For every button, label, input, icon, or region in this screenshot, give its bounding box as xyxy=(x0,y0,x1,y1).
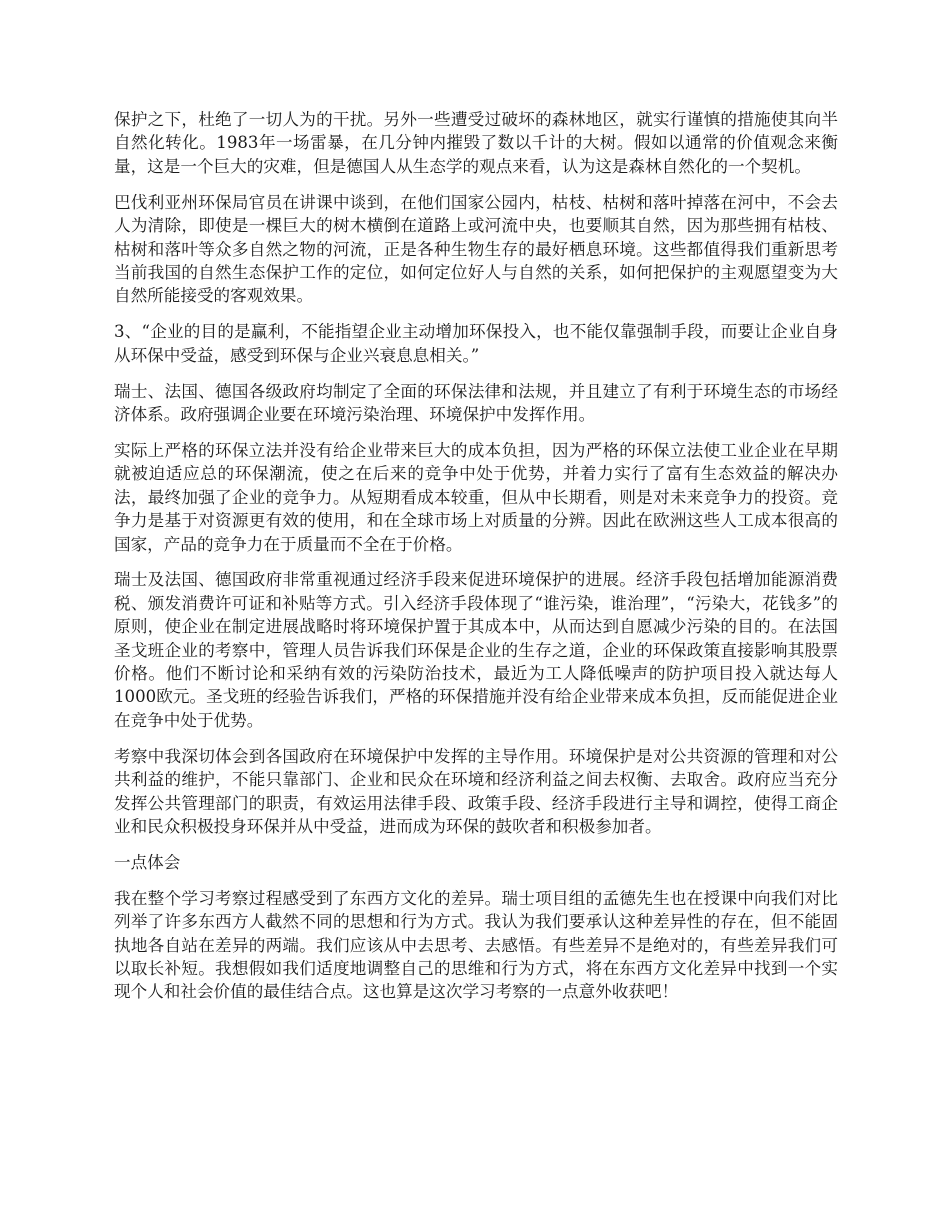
paragraph-economic-measures: 瑞士及法国、德国政府非常重视通过经济手段来促进环境保护的进展。经济手段包括增加能源消费税、颁发消费许可证和补贴等方式。引入经济手段体现了“谁污染，谁治理”，“污染大，花钱多”的原则，使企业在制定进展战略时将环境保护置于其成本中，从而达到自愿减少污染的目的。在法国圣戈班企业的考察中，管理人员告诉我们环保是企业的生存之道，企业的环保政策直接影响其股票价格。他们不断讨论和采纳有效的污染防治技术，最近为工人降低噪声的防护项目投入就达每人1000欧元。圣戈班的经验告诉我们，严格的环保措施并没有给企业带来成本负担，反而能促进企业在竞争中处于优势。 xyxy=(114,570,838,730)
paragraph-point-3-heading: 3、“企业的目的是赢利，不能指望企业主动增加环保投入，也不能仅靠强制手段，而要让企业自身从环保中受益，感受到环保与企业兴衰息息相关。” xyxy=(114,322,838,365)
paragraph-cultural-differences: 我在整个学习考察过程感受到了东西方文化的差异。瑞士项目组的孟德先生也在授课中向我们对比列举了许多东西方人截然不同的思想和行为方式。我认为我们要承认这种差异性的存在，但不能固执地各自站在差异的两端。我们应该从中去思考、去感悟。有些差异不是绝对的，有些差异我们可以取长补短。我想假如我们适度地调整自己的思维和行为方式，将在东西方文化差异中找到一个实现个人和社会价值的最佳结合点。这也算是这次学习考察的一点意外收获吧！ xyxy=(114,888,838,1002)
document-body xyxy=(114,108,838,1016)
paragraph-bavaria-national-park: 巴伐利亚州环保局官员在讲课中谈到，在他们国家公园内，枯枝、枯树和落叶掉落在河中，不会去人为清除，即使是一棵巨大的树木横倒在道路上或河流中央，也要顺其自然，因为那些拥有枯枝、枯树和落叶等众多自然之物的河流，正是各种生物生存的最好栖息环境。这些都值得我们重新思考当前我国的自然生态保护工作的定位，如何定位好人与自然的关系，如何把保护的主观愿望变为大自然所能接受的客观效果。 xyxy=(114,192,838,306)
section-heading-reflection: 一点体会 xyxy=(114,852,181,872)
paragraph-government-role: 考察中我深切体会到各国政府在环境保护中发挥的主导作用。环境保护是对公共资源的管理和对公共利益的维护，不能只靠部门、企业和民众在环境和经济利益之间去权衡、去取舍。政府应当充分发挥公共管理部门的职责，有效运用法律手段、政策手段、经济手段进行主导和调控，使得工商企业和民众积极投身环保并从中受益，进而成为环保的鼓吹者和积极参加者。 xyxy=(114,746,838,836)
paragraph-environmental-law: 瑞士、法国、德国各级政府均制定了全面的环保法律和法规，并且建立了有利于环境生态的市场经济体系。政府强调企业要在环境污染治理、环境保护中发挥作用。 xyxy=(114,381,838,424)
paragraph-forest-protection: 保护之下，杜绝了一切人为的干扰。另外一些遭受过破坏的森林地区，就实行谨慎的措施使其向半自然化转化。1983年一场雷暴，在几分钟内摧毁了数以千计的大树。假如以通常的价值观念来衡量，这是一个巨大的灾难，但是德国人从生态学的观点来看，认为这是森林自然化的一个契机。 xyxy=(114,110,838,176)
paragraph-cost-burden: 实际上严格的环保立法并没有给企业带来巨大的成本负担，因为严格的环保立法使工业企业在早期就被迫适应总的环保潮流，使之在后来的竞争中处于优势，并着力实行了富有生态效益的解决办法，最终加强了企业的竞争力。从短期看成本较重，但从中长期看，则是对未来竞争力的投资。竞争力是基于对资源更有效的使用，和在全球市场上对质量的分辨。因此在欧洲这些人工成本很高的国家，产品的竞争力在于质量而不全在于价格。 xyxy=(114,440,838,554)
